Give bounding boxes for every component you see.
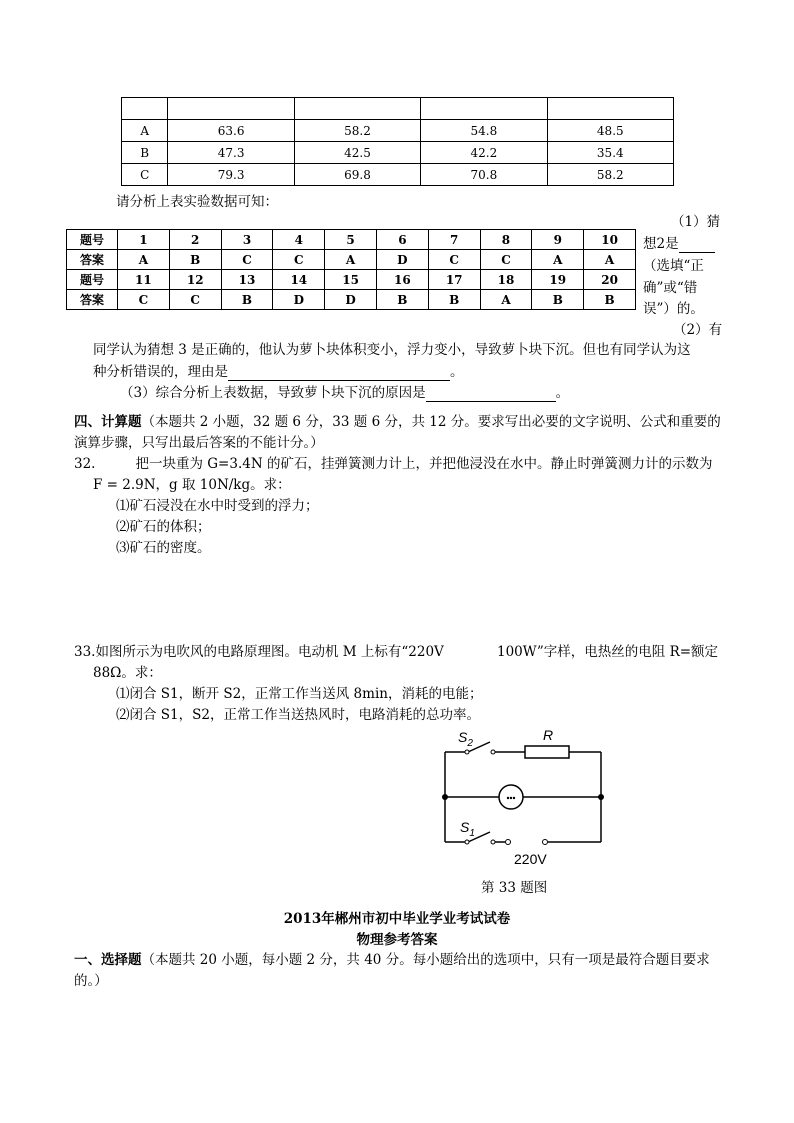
table-cell: 48.5 [547, 120, 673, 142]
answer-blank[interactable] [228, 364, 450, 381]
figure-caption: 第 33 题图 [481, 880, 548, 896]
table-row [122, 142, 674, 164]
grid-cell: B [221, 290, 273, 310]
grid-cell: 14 [273, 270, 325, 290]
junction-dot [598, 794, 604, 800]
answer-grid [66, 229, 636, 310]
table-cell [294, 98, 420, 120]
answers-section1-desc: 的。） [74, 973, 108, 989]
grid-label: 题号 [67, 230, 118, 250]
grid-cell: C [221, 250, 273, 270]
section4-desc: 演算步骤，只写出最后答案的不能计分。） [74, 435, 324, 451]
grid-row [67, 270, 636, 290]
q3-line: （3）综合分析上表数据，导致萝卜块下沉的原因是 。 [120, 385, 570, 401]
q32-line1: 32. 把一块重为 G=3.4N 的矿石，挂弹簧测力计上，并把他浸没在水中。静止时弹簧测力计的示数为 [74, 456, 713, 472]
table-cell: B [122, 142, 168, 164]
q32-line2: F = 2.9N，g 取 10N/kg。求： [93, 477, 291, 493]
label-r: R [543, 727, 554, 743]
grid-cell: 17 [428, 270, 480, 290]
grid-cell: D [273, 290, 325, 310]
switch-s1-contact [465, 840, 469, 844]
grid-cell: 4 [273, 230, 325, 250]
grid-row [67, 290, 636, 310]
grid-row [67, 230, 636, 250]
grid-cell: A [584, 250, 636, 270]
grid-cell: 12 [169, 270, 221, 290]
q33-line1-a: 33.如图所示为电吹风的电路原理图。电动机 M 上标有“220V [74, 644, 444, 660]
side-text-6: （2）有 [673, 322, 723, 338]
table-cell: 70.8 [421, 164, 547, 186]
q32-item-1: ⑴矿石浸没在水中时受到的浮力； [116, 498, 319, 514]
table-cell: 42.5 [294, 142, 420, 164]
table-cell: 54.8 [421, 120, 547, 142]
side-text-1: （1）猜 [671, 214, 721, 230]
grid-cell: C [169, 290, 221, 310]
motor-mark [510, 797, 512, 799]
table-cell: 79.3 [168, 164, 294, 186]
answer-blank[interactable] [426, 385, 556, 402]
answers-title: 2013年郴州市初中毕业学业考试试卷 [283, 911, 511, 927]
grid-cell: 19 [532, 270, 584, 290]
grid-label: 答案 [67, 290, 118, 310]
answers-subtitle: 物理参考答案 [356, 932, 438, 948]
grid-cell: A [480, 290, 532, 310]
table-cell: 63.6 [168, 120, 294, 142]
grid-cell: 18 [480, 270, 532, 290]
grid-cell: D [376, 250, 428, 270]
answer-blank[interactable] [679, 236, 715, 253]
label-s1: $S_1$ [460, 819, 475, 839]
data-table [121, 97, 674, 186]
grid-cell: 1 [118, 230, 170, 250]
motor-mark [507, 797, 509, 799]
grid-cell: A [325, 250, 377, 270]
q32-item-2: ⑵矿石的体积； [116, 519, 211, 535]
table-row [122, 120, 674, 142]
q33-line1-b: 100W”字样，电热丝的电阻 R=额定 [497, 644, 719, 660]
grid-row [67, 250, 636, 270]
table-cell: A [122, 120, 168, 142]
grid-cell: 7 [428, 230, 480, 250]
grid-cell: B [532, 290, 584, 310]
analysis-intro: 请分析上表实验数据可知： [116, 194, 278, 210]
side-text-2: 想2是 [643, 232, 715, 253]
motor-mark [513, 797, 515, 799]
terminal-contact [543, 840, 548, 845]
grid-cell: 8 [480, 230, 532, 250]
side-text-5: 误”）的。 [643, 301, 704, 317]
q33-item-1: ⑴闭合 S1，断开 S2，正常工作当送风 8min，消耗的电能； [116, 686, 483, 702]
grid-cell: C [480, 250, 532, 270]
grid-cell: B [169, 250, 221, 270]
grid-cell: 16 [376, 270, 428, 290]
q33-item-2: ⑵闭合 S1，S2，正常工作当送热风时，电路消耗的总功率。 [116, 707, 480, 723]
switch-s1-contact [491, 840, 495, 844]
q2-line1: 同学认为猜想 3 是正确的，他认为萝卜块体积变小，浮力变小，导致萝卜块下沉。但也有同学认为这 [93, 342, 691, 358]
grid-cell: B [584, 290, 636, 310]
grid-cell: 11 [118, 270, 170, 290]
table-cell: 58.2 [294, 120, 420, 142]
q2-line2: 种分析错误的，理由是 。 [93, 364, 464, 380]
grid-cell: 2 [169, 230, 221, 250]
grid-cell: C [118, 290, 170, 310]
terminal-contact [506, 840, 511, 845]
label-voltage: 220V [514, 851, 547, 867]
grid-label: 题号 [67, 270, 118, 290]
grid-cell: B [376, 290, 428, 310]
table-cell [421, 98, 547, 120]
table-cell: 35.4 [547, 142, 673, 164]
circuit-diagram [420, 720, 630, 895]
grid-cell: 9 [532, 230, 584, 250]
table-header-row [122, 98, 674, 120]
grid-cell: 15 [325, 270, 377, 290]
table-cell: C [122, 164, 168, 186]
grid-cell: 3 [221, 230, 273, 250]
table-cell: 69.8 [294, 164, 420, 186]
table-row [122, 164, 674, 186]
grid-cell: A [532, 250, 584, 270]
label-s2: $S_2$ [458, 729, 473, 749]
answers-section1: 一、选择题（本题共 20 小题，每小题 2 分，共 40 分。每小题给出的选项中，只有一项是最符合题目要求 [74, 952, 710, 968]
grid-cell: A [118, 250, 170, 270]
section4-header: 四、计算题（本题共 2 小题，32 题 6 分，33 题 6 分，共 12 分。要求写出必要的文字说明、公式和重要的 [74, 414, 721, 430]
side-text-4: 确”或“错 [643, 280, 698, 296]
table-cell: 47.3 [168, 142, 294, 164]
grid-cell: 5 [325, 230, 377, 250]
switch-s2-contact [465, 750, 469, 754]
grid-cell: 13 [221, 270, 273, 290]
resistor-r [525, 746, 569, 758]
grid-cell: B [428, 290, 480, 310]
grid-cell: 20 [584, 270, 636, 290]
table-cell [168, 98, 294, 120]
table-cell: 58.2 [547, 164, 673, 186]
switch-s2-contact [491, 750, 495, 754]
grid-cell: 10 [584, 230, 636, 250]
grid-cell: C [428, 250, 480, 270]
table-cell: 42.2 [421, 142, 547, 164]
grid-label: 答案 [67, 250, 118, 270]
q32-item-3: ⑶矿石的密度。 [116, 540, 211, 556]
grid-cell: 6 [376, 230, 428, 250]
table-cell [547, 98, 673, 120]
grid-cell: D [325, 290, 377, 310]
junction-dot [442, 794, 448, 800]
side-text-3: （选填“正 [643, 258, 704, 274]
grid-cell: C [273, 250, 325, 270]
table-cell [122, 98, 168, 120]
q33-line2: 88Ω。求： [93, 665, 162, 681]
